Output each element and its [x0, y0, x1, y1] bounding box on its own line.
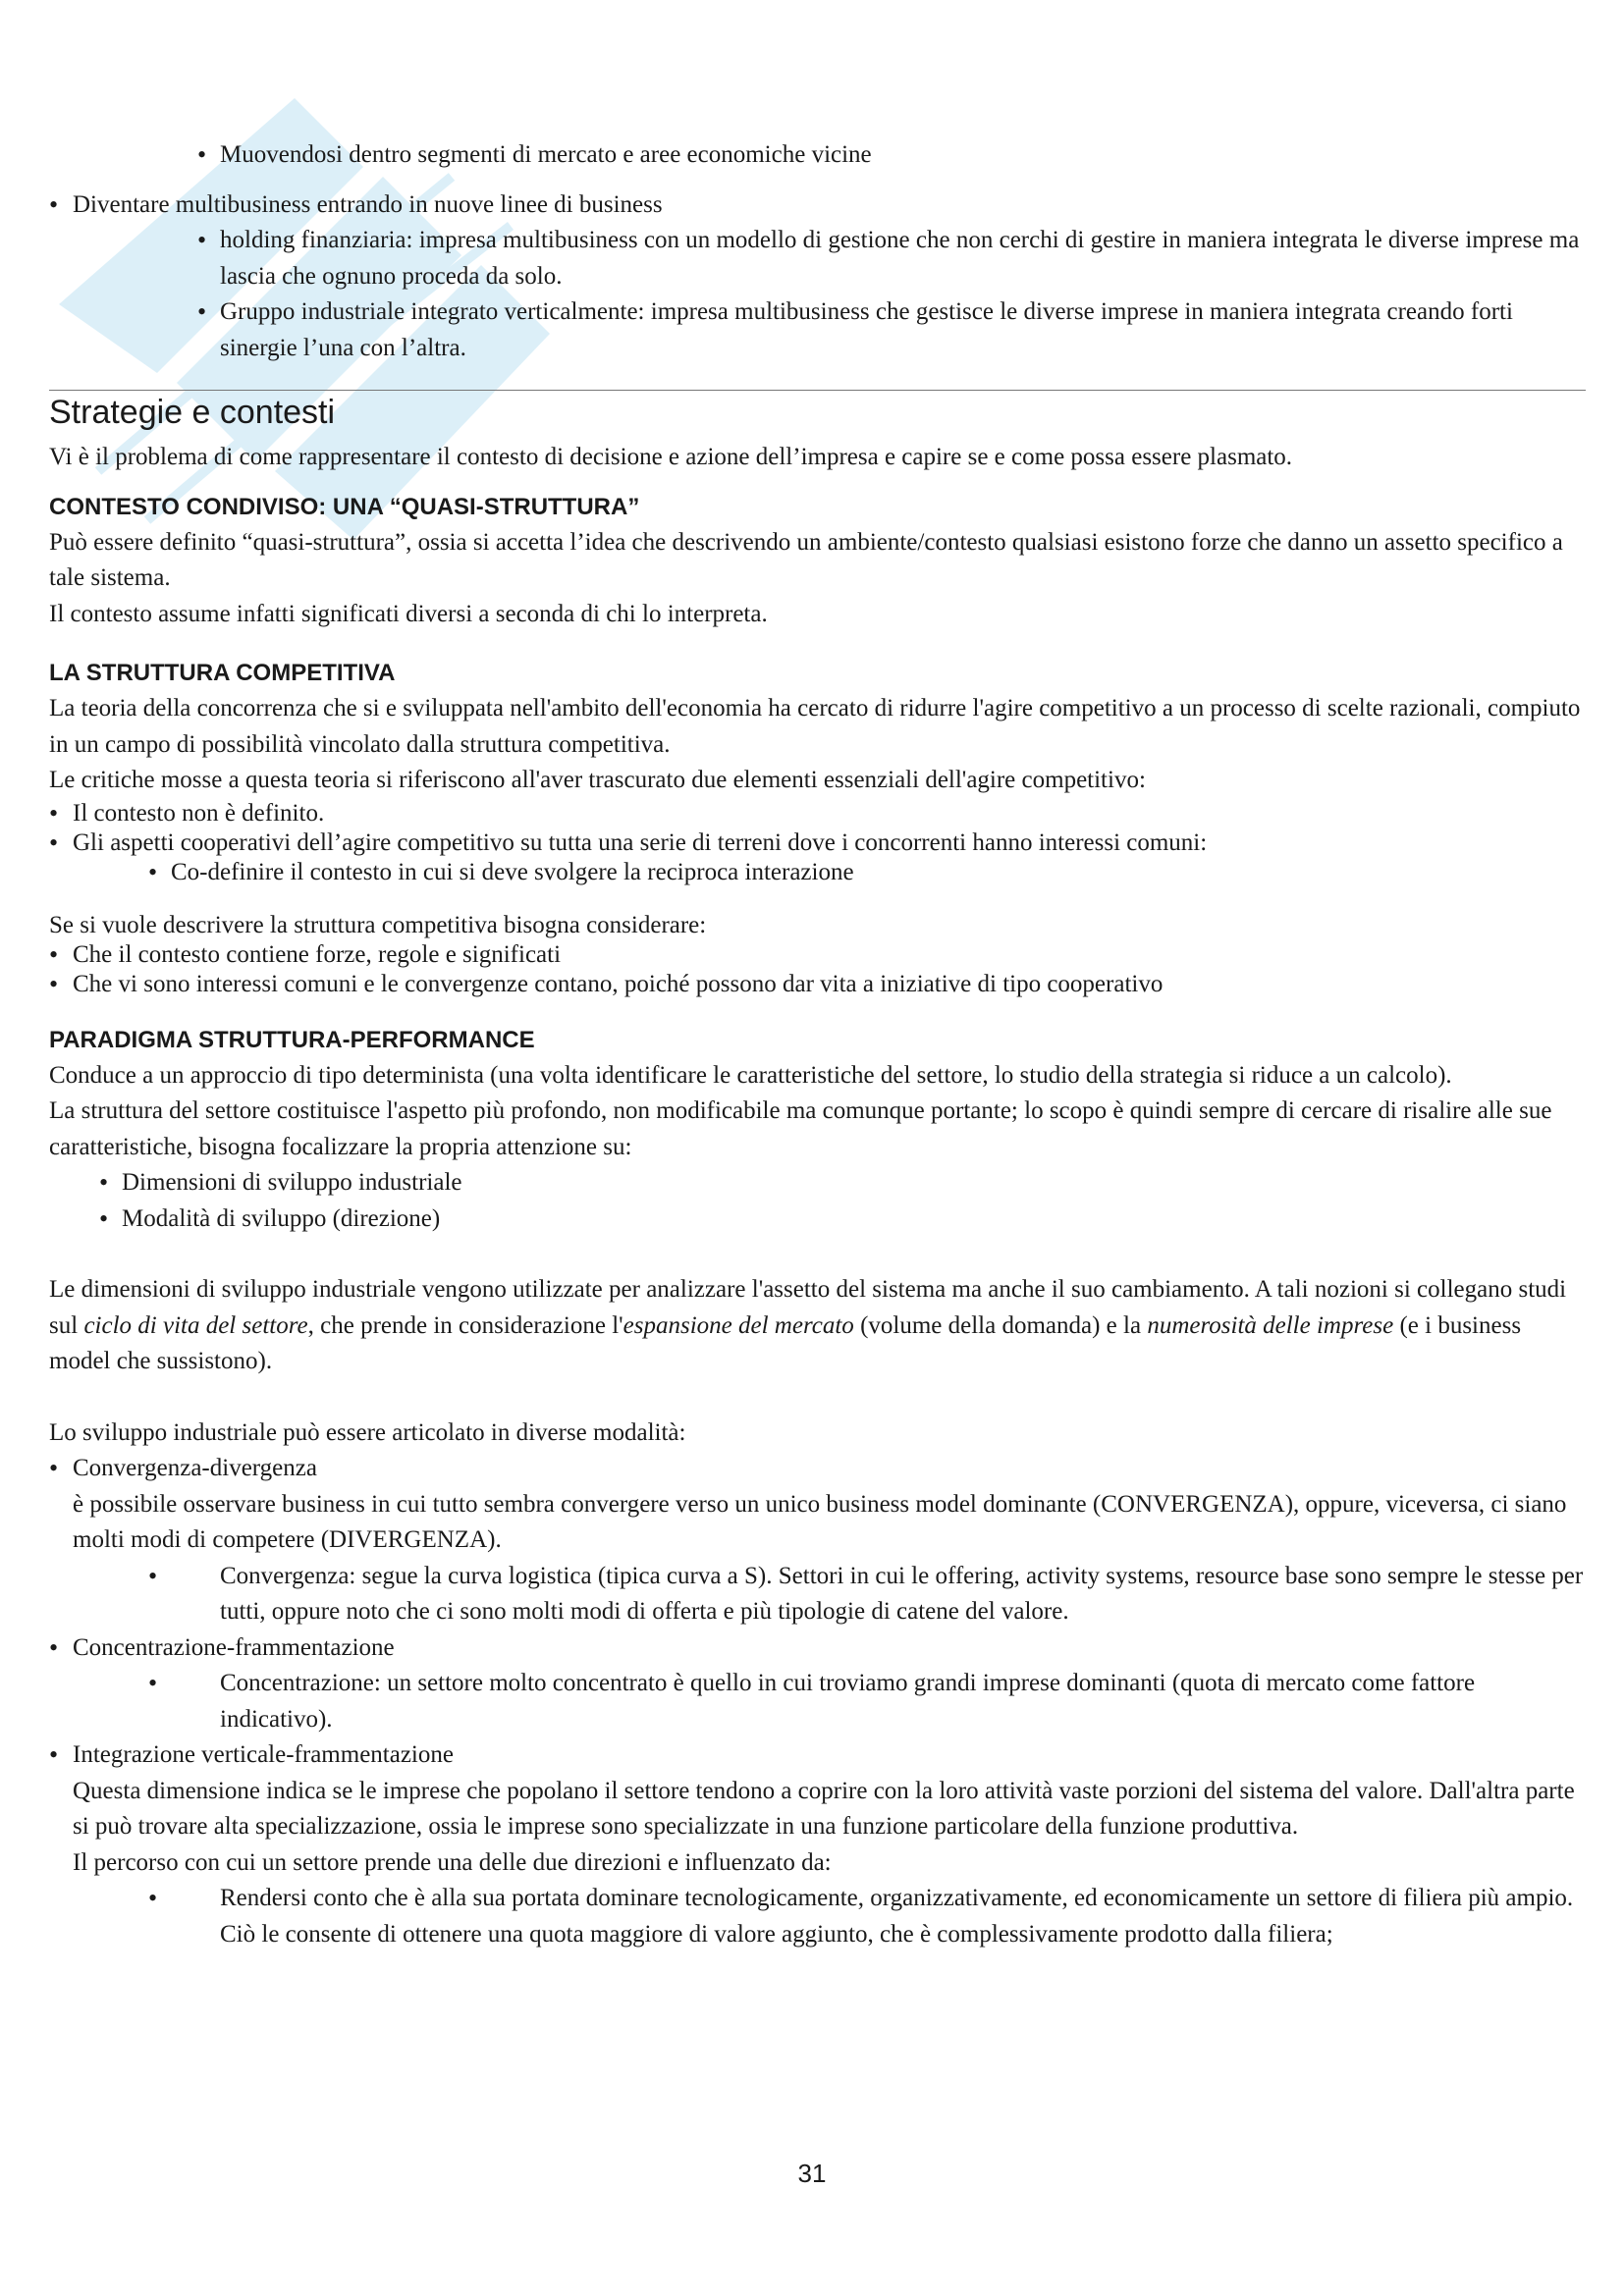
text-run: (e i business model che sussistono). — [49, 1311, 1522, 1374]
section-title: Strategie e contesti — [49, 394, 336, 431]
contesto-heading: CONTESTO CONDIVISO: UNA “QUASI-STRUTTURA” — [49, 493, 640, 520]
emphasis: espansione del mercato — [623, 1311, 854, 1339]
paragraph: Può essere definito “quasi-struttura”, ossia si accetta l’idea che descrivendo un ambiente/contesto qualsiasi esistono forze che danno un assetto specifico a tale sistema. — [49, 528, 1563, 591]
paragraph: Conduce a un approccio di tipo determinista (una volta identificare le caratteristiche del settore, lo studio della strategia si riduce a un calcolo). — [49, 1061, 1452, 1089]
text-run: (volume della domanda) e la — [853, 1311, 1148, 1339]
list-item: • Il contesto non è definito. — [49, 799, 1586, 828]
emphasis: numerosità delle imprese — [1147, 1311, 1394, 1339]
list-item: • Rendersi conto che è alla sua portata dominare tecnologicamente, organizzativamente, ed economicamente un settore di filiera più ampio. Ciò le consente di ottenere una quota maggiore di valore aggiunto, che è complessivamente prodotto dalla filiera; — [49, 1881, 1586, 1952]
list-item: • Diventare multibusiness entrando in nuove linee di business — [49, 187, 1586, 224]
list-item: • Integrazione verticale-frammentazione — [49, 1737, 1586, 1774]
paragraph: Se si vuole descrivere la struttura competitiva bisogna considerare: — [49, 911, 707, 938]
paragraph: Il contesto assume infatti significati diversi a seconda di chi lo interpreta. — [49, 600, 768, 627]
list-item: • Gruppo industriale integrato verticalmente: impresa multibusiness che gestisce le diverse imprese in maniera integrata creando forti sinergie l’una con l’altra. — [49, 294, 1586, 366]
document-page — [49, 137, 1586, 1952]
text-run: Le dimensioni di sviluppo industriale vengono utilizzate per analizzare l'assetto del sistema ma anche il suo cambiamento. A tali nozioni si collegano studi sul — [49, 1276, 1567, 1339]
paragraph: Il percorso con cui un settore prende una delle due direzioni e influenzato da: — [73, 1848, 832, 1876]
list-item: • Concentrazione: un settore molto concentrato è quello in cui troviamo grandi imprese dominanti (quota di mercato come fattore indicativo). — [49, 1666, 1586, 1737]
text-run: , che prende in considerazione l' — [307, 1311, 623, 1339]
list-item: • Modalità di sviluppo (direzione) — [49, 1201, 1586, 1238]
list-item: • Convergenza-divergenza — [49, 1451, 1586, 1487]
paragraph: Questa dimensione indica se le imprese che popolano il settore tendono a coprire con la loro attività vaste porzioni del sistema del valore. Dall'altra parte si può trovare alta specializzazione, ossia le imprese sono specializzate in una funzione particolare della funzione produttiva. — [73, 1777, 1575, 1840]
list-item: • Gli aspetti cooperativi dell’agire competitivo su tutta una serie di terreni dove i concorrenti hanno interessi comuni: — [49, 828, 1586, 858]
list-item: • Co-definire il contesto in cui si deve svolgere la reciproca interazione — [49, 858, 1586, 887]
list-item: • Muovendosi dentro segmenti di mercato e aree economiche vicine — [49, 137, 1586, 174]
paradigma-heading: PARADIGMA STRUTTURA-PERFORMANCE — [49, 1026, 535, 1053]
struttura-heading: LA STRUTTURA COMPETITIVA — [49, 660, 396, 686]
paragraph — [49, 1272, 1586, 1380]
paragraph: Lo sviluppo industriale può essere articolato in diverse modalità: — [49, 1418, 686, 1446]
page-number: 31 — [797, 2159, 827, 2188]
list-item: • Concentrazione-frammentazione — [49, 1630, 1586, 1667]
paragraph: è possibile osservare business in cui tutto sembra convergere verso un unico business model dominante (CONVERGENZA), oppure, viceversa, ci siano molti modi di competere (DIVERGENZA). — [73, 1490, 1567, 1553]
list-item: • Convergenza: segue la curva logistica (tipica curva a S). Settori in cui le offering, activity systems, resource base sono sempre le stesse per tutti, oppure noto che ci sono molti modi di offerta e più tipologie di catene del valore. — [49, 1559, 1586, 1630]
list-item: • Che vi sono interessi comuni e le convergenze contano, poiché possono dar vita a iniziative di tipo cooperativo — [49, 970, 1586, 999]
paragraph: La teoria della concorrenza che si e sviluppata nell'ambito dell'economia ha cercato di ridurre l'agire competitivo a un processo di scelte razionali, compiuto in un campo di possibilità vincolato dalla struttura competitiva. — [49, 695, 1581, 758]
paragraph: La struttura del settore costituisce l'aspetto più profondo, non modificabile ma comunque portante; lo scopo è quindi sempre di cercare di risalire alle sue caratteristiche, bisogna focalizzare la propria attenzione su: — [49, 1097, 1552, 1160]
emphasis: ciclo di vita del settore — [83, 1311, 308, 1339]
list-item: • Che il contesto contiene forze, regole e significati — [49, 940, 1586, 970]
paragraph: Le critiche mosse a questa teoria si riferiscono all'aver trascurato due elementi essenziali dell'agire competitivo: — [49, 767, 1146, 793]
section-intro: Vi è il problema di come rappresentare il contesto di decisione e azione dell’impresa e capire se e come possa essere plasmato. — [49, 444, 1293, 470]
list-item: • Dimensioni di sviluppo industriale — [49, 1165, 1586, 1201]
list-item: • holding finanziaria: impresa multibusiness con un modello di gestione che non cerchi di gestire in maniera integrata le diverse imprese ma lascia che ognuno proceda da solo. — [49, 223, 1586, 294]
